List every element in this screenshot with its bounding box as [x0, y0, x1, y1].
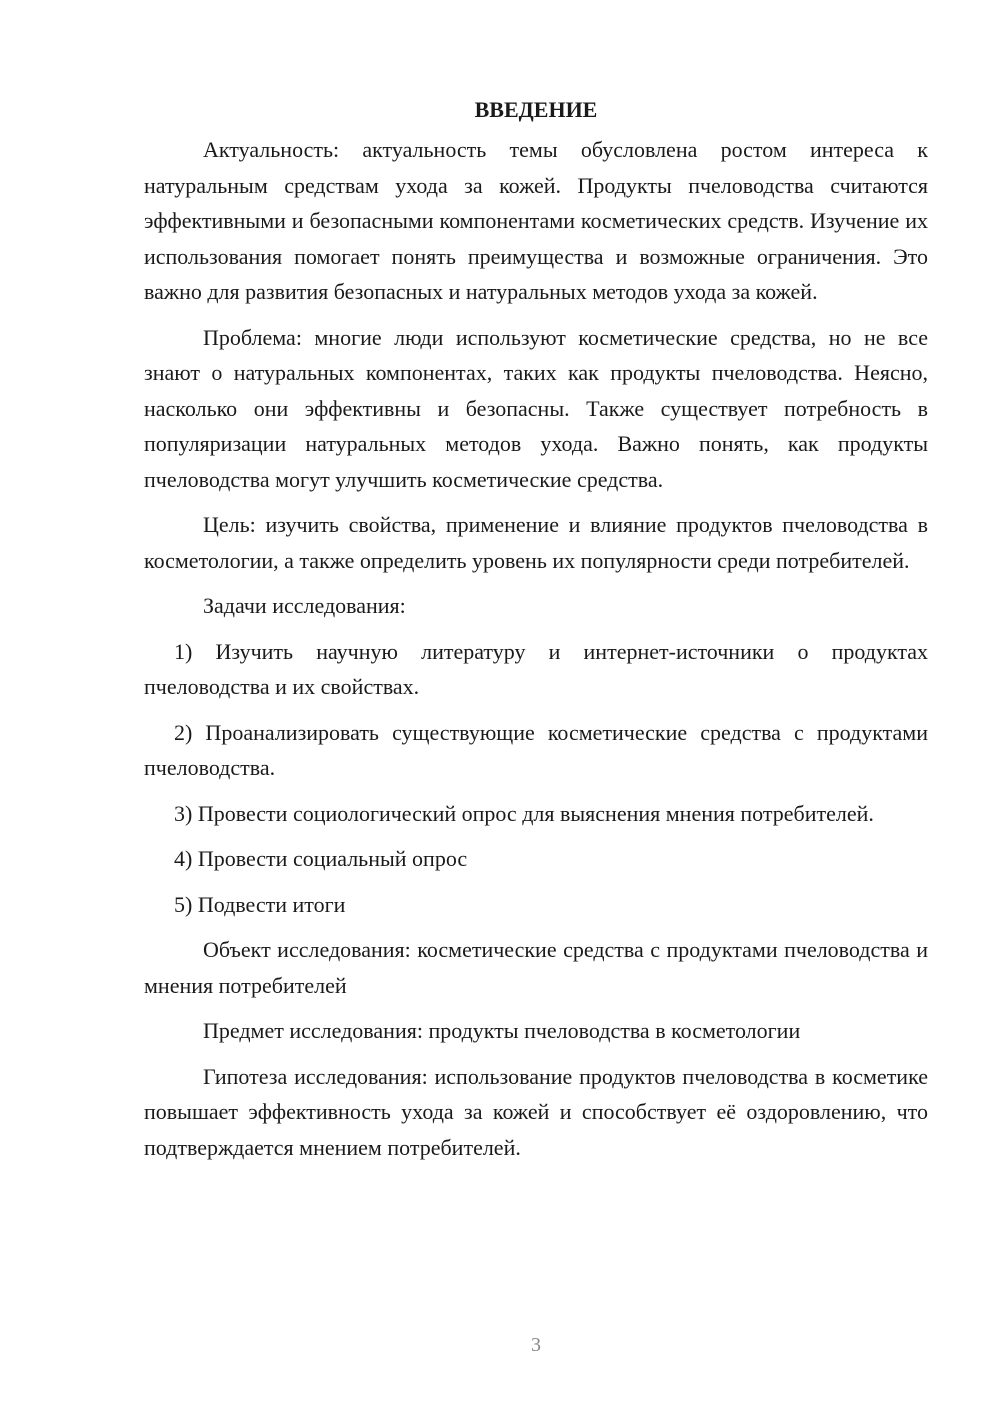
task-item: 5) Подвести итоги: [174, 891, 346, 917]
goal-paragraph: Цель: изучить свойства, применение и влияние продуктов пчеловодства в косметологии, а также определить уровень их популярности среди потребителей.: [144, 512, 928, 573]
task-item: 4) Провести социальный опрос: [174, 846, 468, 871]
page-title: ВВЕДЕНИЕ: [474, 97, 598, 122]
task-item: 2) Проанализировать существующие косметические средства с продуктами пчеловодства.: [144, 719, 928, 780]
object-paragraph: Объект исследования: косметические средства с продуктами пчеловодства и мнения потребителей: [144, 937, 928, 998]
hypothesis-paragraph: Гипотеза исследования: использование продуктов пчеловодства в косметике повышает эффективность ухода за кожей и способствует её оздоровлению, что подтверждается мнением потребителей.: [144, 1063, 928, 1160]
task-item: 1) Изучить научную литературу и интернет-источники о продуктах пчеловодства и их свойствах.: [144, 638, 928, 699]
document-page: [144, 92, 928, 1175]
tasks-title: Задачи исследования:: [203, 593, 406, 618]
relevance-paragraph: Актуальность: актуальность темы обусловлена ростом интереса к натуральным средствам ухода за кожей. Продукты пчеловодства считаются эффективными и безопасными компонентами косметических средств. Изучение их использования помогает понять преимущества и возможные ограничения. Это важно для развития безопасных и натуральных методов ухода за кожей.: [144, 137, 928, 304]
task-item: 3) Провести социологический опрос для выяснения мнения потребителей.: [174, 800, 874, 826]
problem-paragraph: Проблема: многие люди используют косметические средства, но не все знают о натуральных компонентах, таких как продукты пчеловодства. Неясно, насколько они эффективны и безопасны. Также существует потребность в популяризации натуральных методов ухода. Важно понять, как продукты пчеловодства могут улучшить косметические средства.: [144, 324, 928, 492]
page-number: 3: [531, 1334, 541, 1356]
subject-paragraph: Предмет исследования: продукты пчеловодства в косметологии: [203, 1018, 801, 1043]
